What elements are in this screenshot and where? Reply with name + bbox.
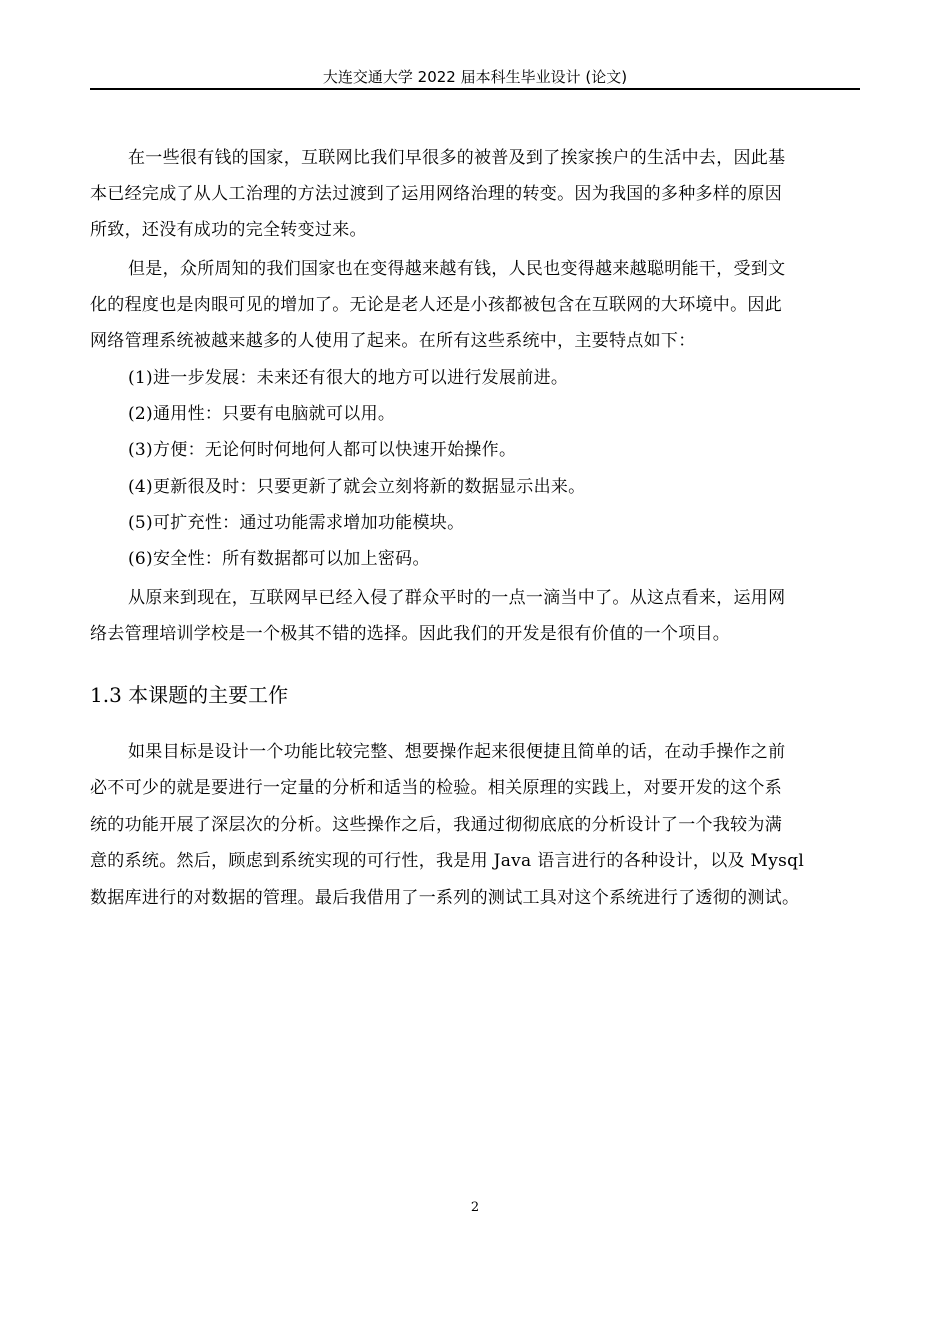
- paragraph-1-line-1: 在一些很有钱的国家，互联网比我们早很多的被普及到了挨家挨户的生活中去，因此基: [128, 148, 786, 168]
- feature-item-6: (6)安全性：所有数据都可以加上密码。: [128, 549, 430, 569]
- feature-item-2: (2)通用性：只要有电脑就可以用。: [128, 404, 396, 424]
- section-paragraph-line-5: 数据库进行的对数据的管理。最后我借用了一系列的测试工具对这个系统进行了透彻的测试。: [90, 888, 800, 908]
- paragraph-3-line-1: 从原来到现在，互联网早已经入侵了群众平时的一点一滴当中了。从这点看来，运用网: [128, 588, 786, 608]
- paragraph-1-line-3: 所致，还没有成功的完全转变过来。: [90, 220, 367, 240]
- page-number: 2: [470, 1200, 480, 1215]
- feature-item-3: (3)方便：无论何时何地何人都可以快速开始操作。: [128, 440, 517, 460]
- paragraph-2-line-2: 化的程度也是肉眼可见的增加了。无论是老人还是小孩都被包含在互联网的大环境中。因此: [90, 295, 782, 315]
- section-paragraph-line-1: 如果目标是设计一个功能比较完整、想要操作起来很便捷且简单的话，在动手操作之前: [128, 742, 786, 762]
- page-header-title: 大连交通大学 2022 届本科生毕业设计 (论文): [322, 68, 628, 86]
- feature-item-1: (1)进一步发展：未来还有很大的地方可以进行发展前进。: [128, 368, 569, 388]
- feature-item-5: (5)可扩充性：通过功能需求增加功能模块。: [128, 513, 465, 533]
- section-paragraph-line-4: 意的系统。然后，顾虑到系统实现的可行性，我是用 Java 语言进行的各种设计，以及 Mysql: [90, 851, 805, 871]
- header-rule: [90, 88, 860, 90]
- section-heading: 1.3 本课题的主要工作: [90, 683, 289, 707]
- paragraph-2-line-3: 网络管理系统被越来越多的人使用了起来。在所有这些系统中，主要特点如下：: [90, 331, 696, 351]
- feature-item-4: (4)更新很及时：只要更新了就会立刻将新的数据显示出来。: [128, 477, 586, 497]
- paragraph-2-line-1: 但是，众所周知的我们国家也在变得越来越有钱，人民也变得越来越聪明能干，受到文: [128, 259, 786, 279]
- paragraph-1-line-2: 本已经完成了从人工治理的方法过渡到了运用网络治理的转变。因为我国的多种多样的原因: [90, 184, 782, 204]
- section-paragraph-line-2: 必不可少的就是要进行一定量的分析和适当的检验。相关原理的实践上，对要开发的这个系: [90, 778, 782, 798]
- section-paragraph-line-3: 统的功能开展了深层次的分析。这些操作之后，我通过彻彻底底的分析设计了一个我较为满: [90, 815, 782, 835]
- paragraph-3-line-2: 络去管理培训学校是一个极其不错的选择。因此我们的开发是很有价值的一个项目。: [90, 624, 731, 644]
